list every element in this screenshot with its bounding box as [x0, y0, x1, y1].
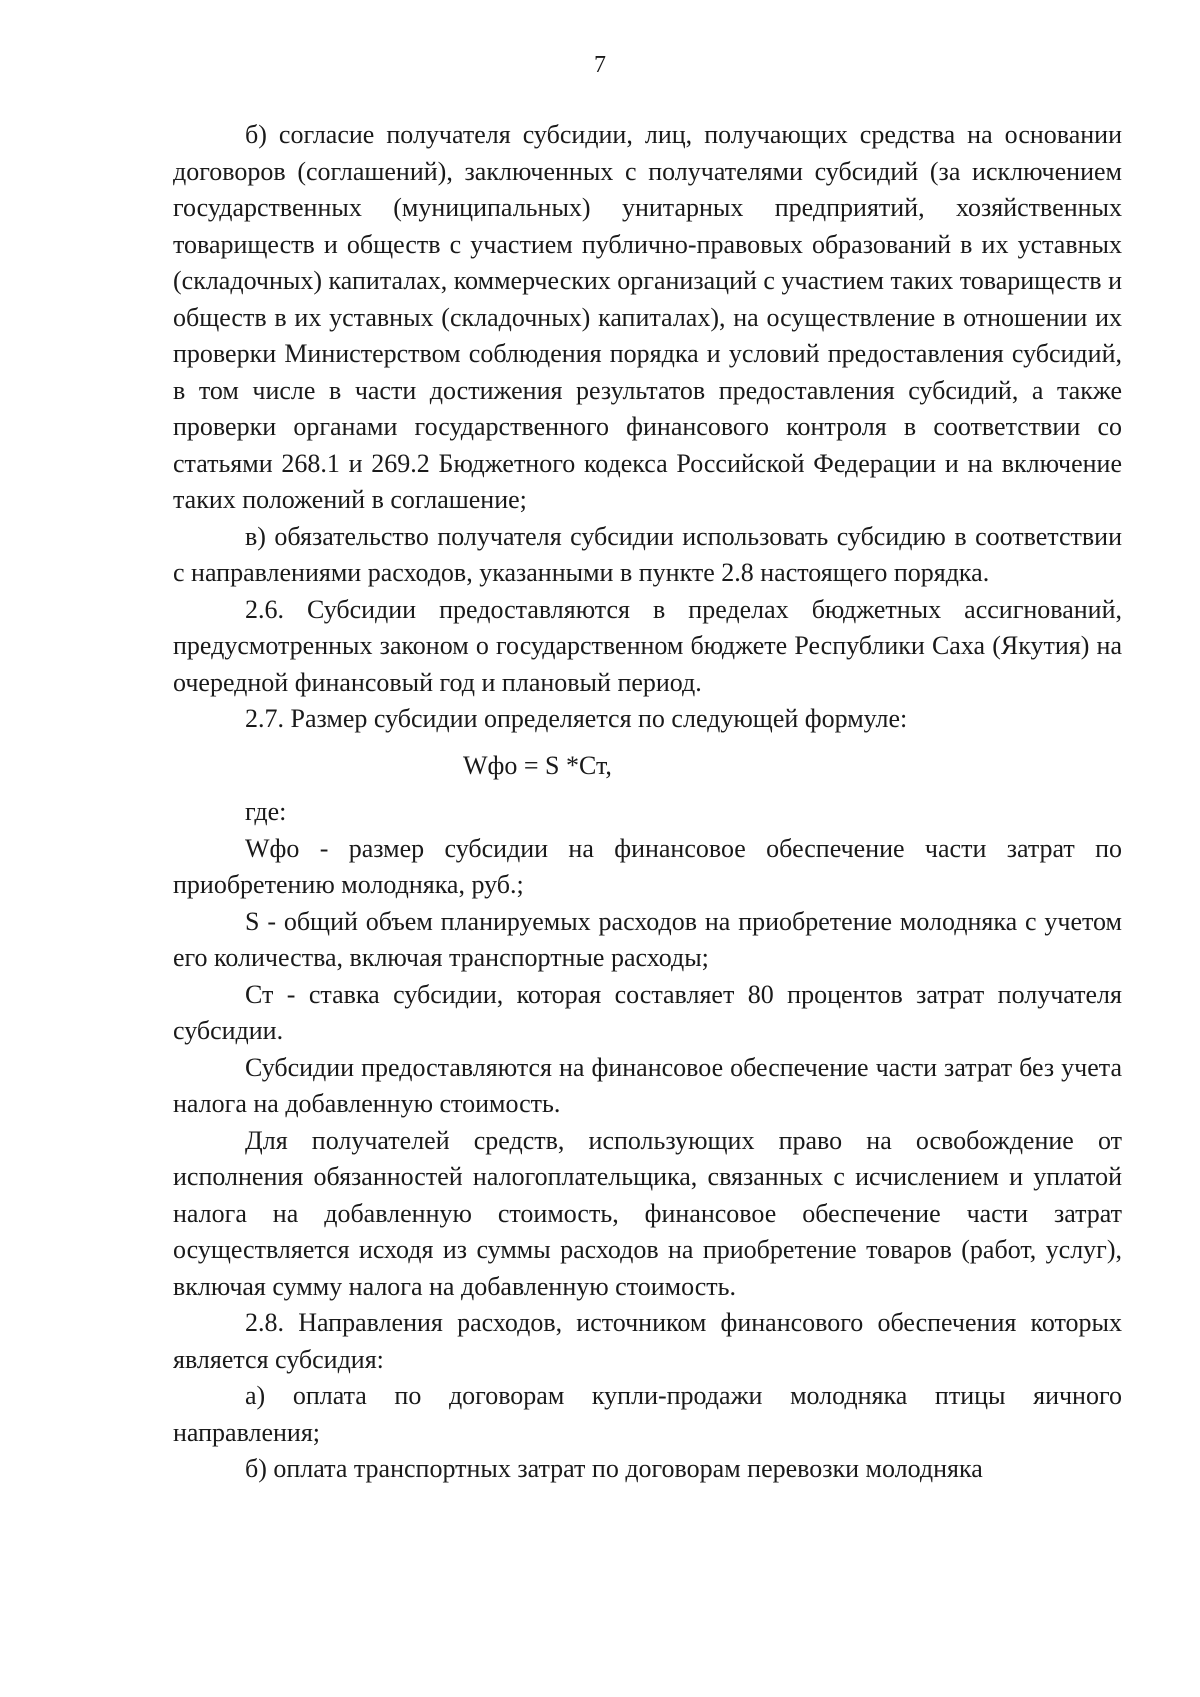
paragraph-def-st: Ст - ставка субсидии, которая составляет 80 процентов затрат получателя субсидии.: [173, 979, 1122, 1045]
document-body: [173, 117, 1122, 1488]
paragraph-def-wfo: Wфо - размер субсидии на финансовое обеспечение части затрат по приобретению молодняка, руб.;: [173, 833, 1122, 899]
paragraph-def-s: S - общий объем планируемых расходов на приобретение молодняка с учетом его количества, включая транспортные расходы;: [173, 906, 1122, 972]
paragraph-consent-item-b: б) согласие получателя субсидии, лиц, получающих средства на основании договоров (соглашений), заключенных с получателями субсидий (за исключением государственных (муниципальных) унитарных предприятий, хозяйственных товариществ и обществ с участием публично-правовых образований в их уставных (складочных) капиталах, коммерческих организаций с участием таких товариществ и обществ в их уставных (складочных) капиталах), на осуществление в отношении их проверки Министерством соблюдения порядка и условий предоставления субсидий, в том числе в части достижения результатов предоставления субсидий, а также проверки органами государственного финансового контроля в соответствии со статьями 268.1 и 269.2 Бюджетного кодекса Российской Федерации и на включение таких положений в соглашение;: [173, 120, 1122, 514]
paragraph-vat-exempt: Для получателей средств, использующих право на освобождение от исполнения обязанностей налогоплательщика, связанных с исчислением и уплатой налога на добавленную стоимость, финансовое обеспечение части затрат осуществляется исходя из суммы расходов на приобретение товаров (работ, услуг), включая сумму налога на добавленную стоимость.: [173, 1125, 1122, 1301]
paragraph-2-6: 2.6. Субсидии предоставляются в пределах бюджетных ассигнований, предусмотренных законом о государственном бюджете Республики Саха (Якутия) на очередной финансовый год и плановый период.: [173, 594, 1122, 697]
page-number: 7: [594, 52, 606, 78]
subsidy-formula: Wфо = S *Ст,: [463, 750, 612, 780]
paragraph-2-8-item-b: б) оплата транспортных затрат по договорам перевозки молодняка: [245, 1454, 983, 1483]
paragraph-vat-excluded: Субсидии предоставляются на финансовое обеспечение части затрат без учета налога на добавленную стоимость.: [173, 1052, 1122, 1118]
paragraph-2-8: 2.8. Направления расходов, источником финансового обеспечения которых является субсидия:: [173, 1308, 1122, 1374]
paragraph-obligation-item-v: в) обязательство получателя субсидии использовать субсидию в соответствии с направлениями расходов, указанными в пункте 2.8 настоящего порядка.: [173, 521, 1122, 587]
paragraph-where: где:: [245, 797, 287, 826]
paragraph-2-7: 2.7. Размер субсидии определяется по следующей формуле:: [245, 704, 908, 733]
paragraph-2-8-item-a: а) оплата по договорам купли-продажи молодняка птицы яичного направления;: [173, 1381, 1122, 1447]
